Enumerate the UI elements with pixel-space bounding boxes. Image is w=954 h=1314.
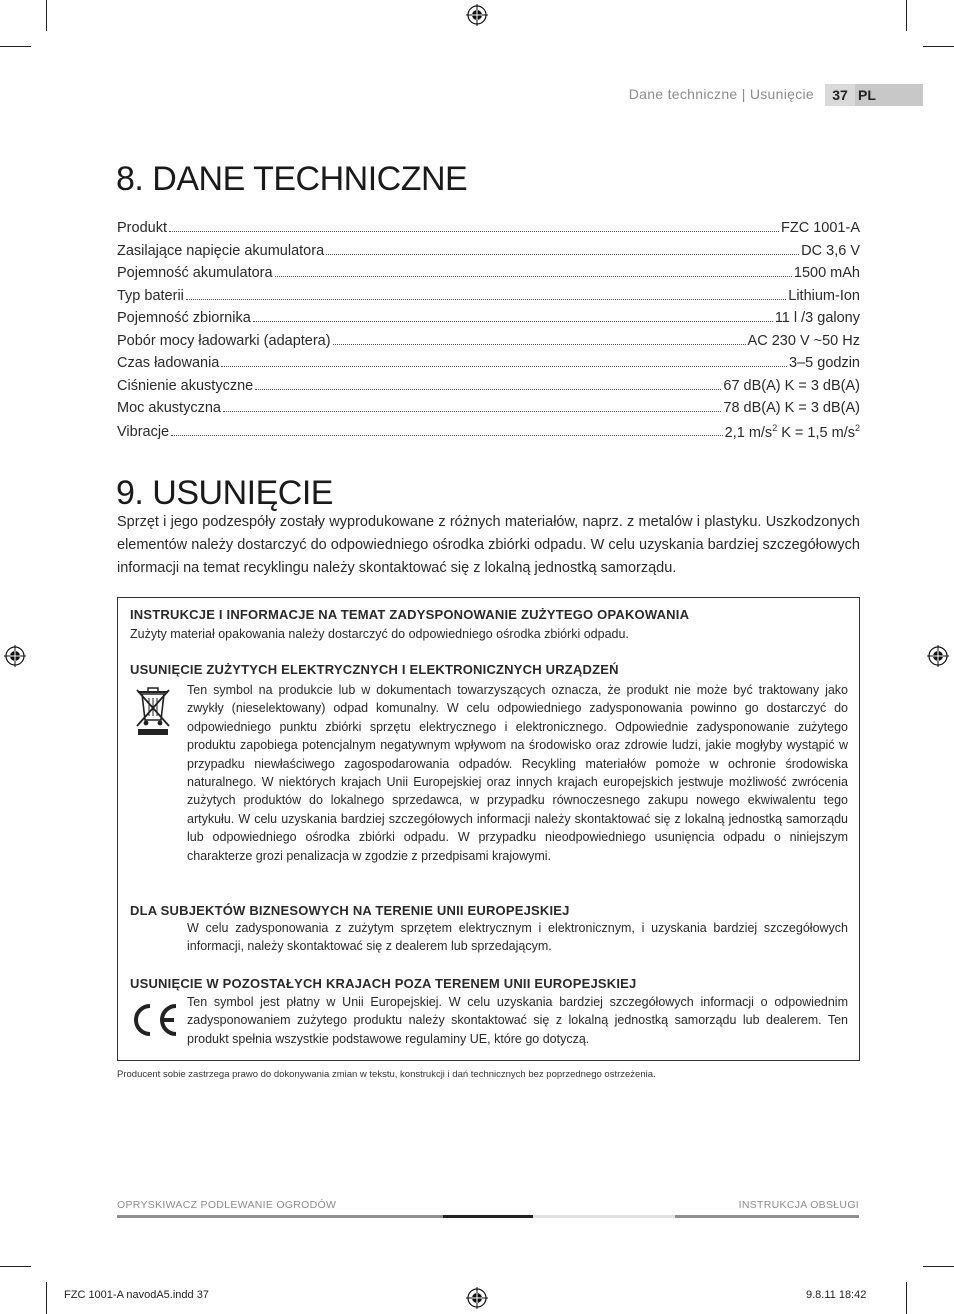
spec-label: Pojemność zbiornika [117, 310, 251, 326]
print-slug-file: FZC 1001-A navodA5.indd 37 [64, 1289, 209, 1301]
spec-label: Produkt [117, 220, 167, 236]
spec-row [117, 310, 860, 333]
spec-row [117, 288, 860, 311]
disposal-intro: Sprzęt i jego podzespóły zostały wyprodukowane z różnych materiałów, naprz. z metalów i plastyku. Uszkodzonych elementów należy dostarczyć do odpowiedniego ośrodka zbiórki odpadu. W celu uzyskania bardziej szczegółowych informacji na temat recyklingu należy skontaktować się z lokalną jednostką samorządu. [117, 514, 860, 576]
business-text: W celu zadysponowania z zużytym sprzętem elektrycznym i elektronicznym, i uzyskania bardziej szczegółowych informacji, należy skontaktować się z dealerem lub sprzedającym. [187, 921, 848, 954]
spec-label: Ciśnienie akustyczne [117, 377, 254, 394]
spec-row [117, 265, 860, 288]
packaging-text: Zużyty materiał opakowania należy dostarczyć do odpowiedniego ośrodka zbiórki odpadu. [130, 627, 629, 641]
footer-bar [675, 1215, 859, 1218]
spec-label: Vibracje [117, 424, 170, 441]
business-title: DLA SUBJEKTÓW BIZNESOWYCH NA TERENIE UNII EUROPEJSKIEJ [130, 903, 570, 918]
non-eu-title: USUNIĘCIE W POZOSTAŁYCH KRAJACH POZA TERENEM UNII EUROPEJSKIEJ [130, 976, 637, 991]
spec-label: Zasilające napięcie akumulatora [117, 242, 325, 259]
spec-row [117, 423, 860, 446]
footer-product-name: OPRYSKIWACZ PODLEWANIE OGRODÓW [117, 1199, 337, 1211]
crop-mark [0, 46, 31, 47]
print-slug-date: 9.8.11 18:42 [806, 1289, 867, 1301]
page-number: 37 [825, 84, 855, 106]
registration-mark-icon [4, 645, 26, 667]
crop-mark [46, 1282, 47, 1314]
spec-label: Typ baterii [117, 287, 184, 304]
spec-value: 11 l /3 galony [774, 310, 860, 326]
spec-label: Moc akustyczna [117, 400, 221, 416]
spec-row [117, 220, 860, 243]
spec-row [117, 243, 860, 266]
footer-bar [117, 1215, 443, 1218]
spec-value: AC 230 V ~50 Hz [747, 332, 860, 349]
footer-bar [533, 1215, 675, 1218]
disposal-info-box [117, 597, 860, 1061]
spec-value: 78 dB(A) K = 3 dB(A) [723, 400, 860, 416]
registration-mark-icon [466, 1287, 488, 1309]
weee-title: USUNIĘCIE ZUŻYTYCH ELEKTRYCZNYCH I ELEKTRONICZNYCH URZĄDZEŃ [130, 662, 619, 677]
spec-value: 67 dB(A) K = 3 dB(A) [723, 377, 860, 394]
spec-label: Pobór mocy ładowarki (adaptera) [117, 332, 331, 349]
footer-bar [443, 1215, 533, 1218]
language-code: PL [858, 87, 876, 103]
disclaimer: Producent sobie zastrzega prawo do dokonywania zmian w tekstu, konstrukcji i dań technicznych bez poprzednego ostrzeżenia. [117, 1069, 656, 1080]
crop-mark [0, 1266, 31, 1267]
spec-row [117, 400, 860, 423]
non-eu-text: Ten symbol jest płatny w Unii Europejskiej. W celu uzyskania bardziej szczegółowych informacji o odpowiednim zadysponowaniem zużytego produktu należy skontaktować się z lokalną jednostką samorządu lub dealerem. Ten produkt spełnia wszystkie podstawowe regulaminy UE, które go dotyczą. [187, 995, 848, 1046]
ce-mark-icon [128, 1001, 180, 1039]
packaging-title: INSTRUKCJE I INFORMACJE NA TEMAT ZADYSPONOWANIE ZUŻYTEGO OPAKOWANIA [130, 607, 690, 622]
spec-value: 2,1 $m/s^2$ K = 1,5 $m/s^2$ [724, 422, 860, 441]
weee-bin-icon [133, 686, 173, 736]
spec-label: Czas ładowania [117, 355, 220, 371]
spec-table [117, 220, 860, 445]
crop-mark [923, 46, 954, 47]
registration-mark-icon [927, 645, 949, 667]
crop-mark [46, 0, 47, 31]
running-header: Dane techniczne | Usunięcie [628, 86, 814, 102]
footer-manual-label: INSTRUKCJA OBSŁUGI [738, 1199, 859, 1211]
spec-row [117, 355, 860, 378]
crop-mark [906, 0, 907, 31]
spec-value: Lithium-Ion [788, 287, 860, 304]
registration-mark-icon [466, 4, 488, 26]
spec-value: FZC 1001-A [781, 220, 860, 236]
disposal-heading: 9. USUNIĘCIE [116, 474, 333, 512]
tech-heading: 8. DANE TECHNICZNE [116, 160, 468, 198]
spec-value: 3–5 godzin [789, 355, 860, 371]
crop-mark [906, 1282, 907, 1314]
spec-label: Pojemność akumulatora [117, 265, 273, 281]
spec-row [117, 378, 860, 401]
spec-value: DC 3,6 V [801, 242, 860, 259]
crop-mark [923, 1266, 954, 1267]
spec-row [117, 333, 860, 356]
spec-value: 1500 mAh [793, 265, 860, 281]
weee-text: Ten symbol na produkcie lub w dokumentach towarzyszących oznacza, że produkt nie może być traktowany jako zwykły (nieselektowany) odpad komunalny. W celu odpowiedniego zadysponowania powinno go dostarczyć do odpowiedniego punktu zbiórki sprzętu elektrycznego i elektronicznego. Odpowiednie zadysponowanie zużytego produktu zapobiega potencjalnym negatywnym wpływom na środowisko oraz zdrowie ludzi, jakie mogłyby wystąpić w przypadku niewłaściwego zagospodarowania odpadów. Recykling materiałów pomoże w ochronie środowiska naturalnego. W niektórych krajach Unii Europejskiej oraz innych krajach europejskich jestwuje możliwość zwrócenia zużytych produktów do lokalnego sprzedawca, w przypadku równoczesnego zakupu nowego ekwiwalentu tego artykułu. W celu uzyskania bardziej szczegółowych informacji należy skontaktować się z lokalną jednostką samorządu lub odpowiedniego ośrodka zbiórki odpadu. W przypadku nieodpowiedniego usunięncia odpadu o niniejszym charakterze grozi penalizacja w zgodzie z przedpisami krajowymi. [187, 683, 848, 863]
